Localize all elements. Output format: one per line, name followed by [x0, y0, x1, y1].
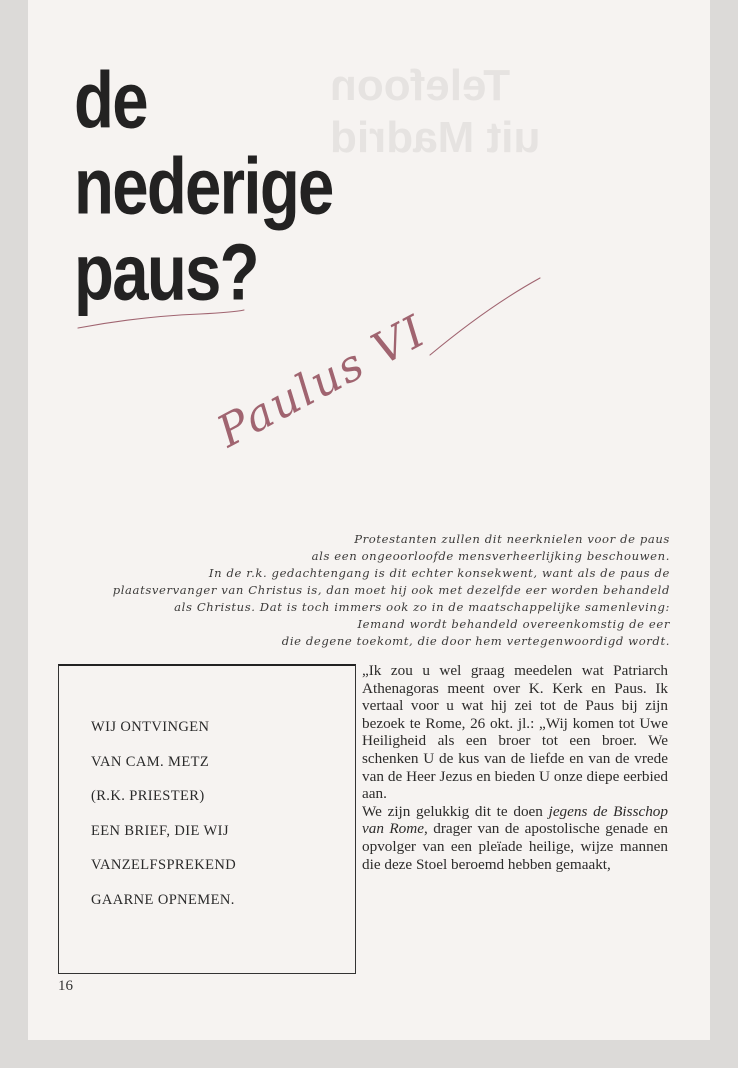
quote-line: die degene toekomt, die door hem vertegenwoordigd wordt.: [281, 634, 670, 648]
quote-line: Protestanten zullen dit neerknielen voor de paus: [354, 532, 670, 546]
letter-body: [362, 662, 668, 873]
box-line: (R.K. PRIESTER): [91, 788, 205, 804]
bleed-line: Telefoon: [330, 61, 511, 110]
box-line: GAARNE OPNEMEN.: [91, 891, 235, 908]
quote-line: Iemand wordt behandeld overeenkomstig de eer: [357, 617, 670, 631]
italic-text: jegens de Bisschop van Rome: [362, 802, 668, 838]
text: , drager van de apostolische genade en opvolger van een pleïade heilige, wijze mannen die deze Stoel beroemd hebben gemaakt,: [362, 820, 668, 873]
bleed-line: uit Madrid: [330, 113, 541, 162]
intro-quote: [100, 531, 670, 650]
handwritten-signature: [0, 0, 738, 520]
title-line: de: [74, 55, 147, 146]
quote-line: In de r.k. gedachtengang is dit echter konsekwent, want als de paus de: [208, 566, 670, 580]
page-number: 16: [58, 978, 73, 994]
paragraph: [362, 803, 668, 873]
title-line: paus?: [74, 228, 258, 318]
quote-line: als Christus. Dat is toch immers ook zo in de maatschappelijke samenleving:: [174, 600, 670, 614]
signature-text: Paulus VI: [209, 305, 435, 458]
box-line: VANZELFSPREKEND: [91, 857, 237, 873]
text: We zijn gelukkig dit te doen: [362, 802, 549, 820]
box-line: EEN BRIEF, DIE WIJ: [91, 822, 229, 839]
paragraph: „Ik zou u wel graag meedelen wat Patriarch Athenagoras meent over K. Kerk en Paus. Ik vertaal voor u wat hij zei tot de Paus bij zijn bezoek te Rome, 26 okt. jl.: „Wij komen tot Uwe Heiligheid als een broer tot een broer. We schenken U de kus van de liefde en van de vrede van de Heer Jezus en bieden U onze diepe eerbied aan.: [362, 662, 668, 803]
editorial-note-box: [58, 664, 356, 974]
quote-line: als een ongeoorloofde mensverheerlijking beschouwen.: [311, 549, 670, 563]
box-line: WIJ ONTVINGEN: [91, 719, 210, 735]
quote-line: plaatsvervanger van Christus is, dan moet hij ook met dezelfde eer worden behandeld: [112, 583, 670, 597]
title-line: nederige: [74, 142, 333, 232]
signature-underline: [78, 310, 244, 328]
signature-flourish: [430, 278, 540, 355]
box-line: VAN CAM. METZ: [91, 753, 210, 770]
